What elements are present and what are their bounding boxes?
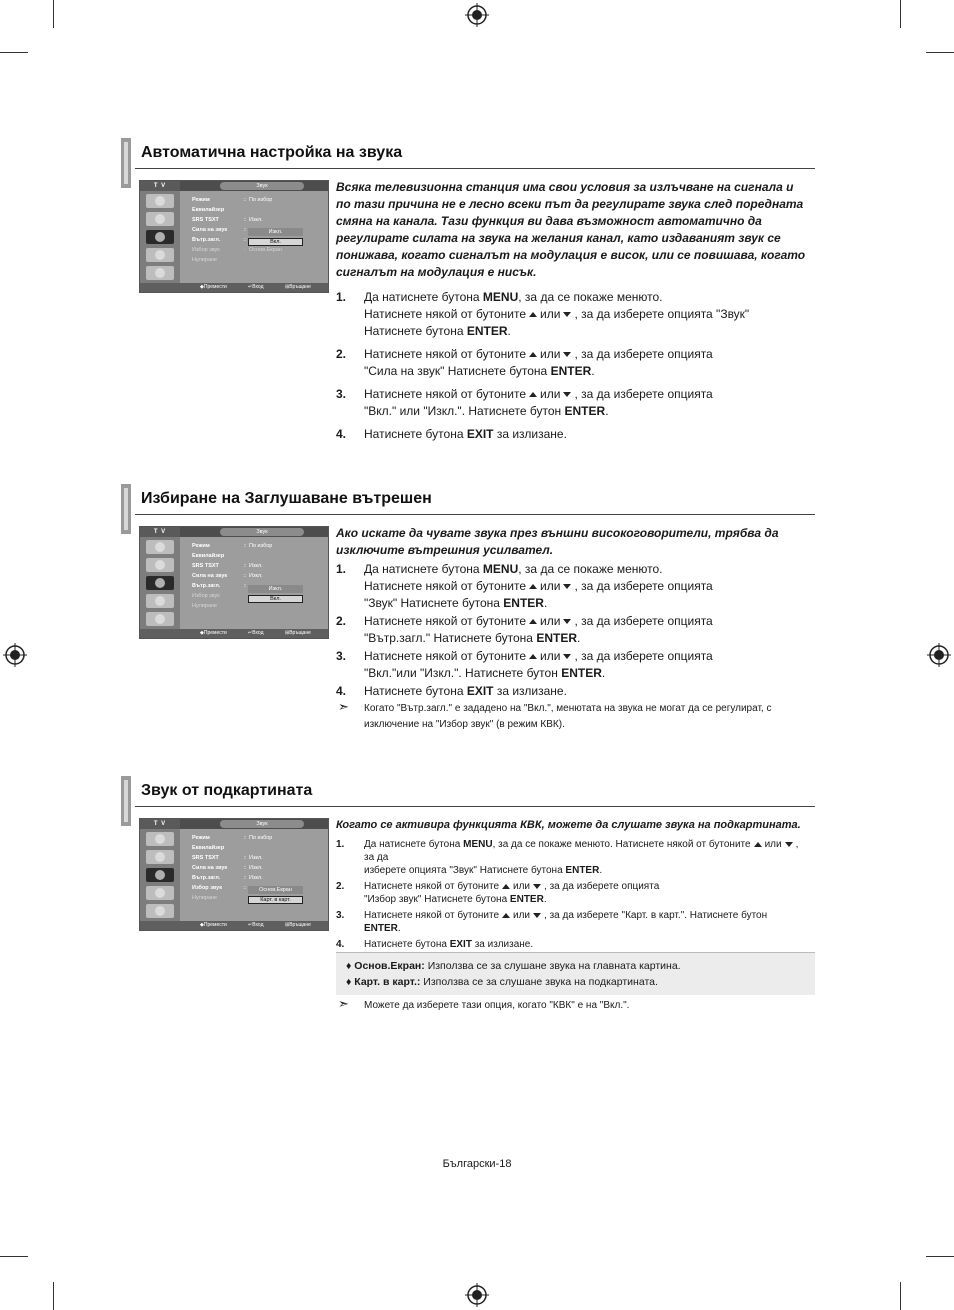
- tv-menu-row: [192, 603, 217, 609]
- step-list: [336, 838, 811, 951]
- option-text: Използва се за слушане звука на главната картина.: [424, 960, 681, 972]
- tv-row-label: Режим: [192, 835, 210, 841]
- step-text: Натиснете бутона: [364, 324, 467, 338]
- registration-mark-icon: [927, 643, 951, 667]
- section-title: Звук от подкартината: [141, 782, 313, 799]
- registration-mark-icon: [465, 1283, 489, 1307]
- move-hint: ◆ Премести: [200, 284, 227, 290]
- step-key: ENTER: [565, 865, 600, 876]
- step-text: или: [540, 347, 561, 361]
- tv-menu-row: [192, 563, 263, 569]
- crop-mark: [926, 1256, 954, 1257]
- step-text: .: [599, 865, 603, 876]
- step-item: [336, 880, 811, 906]
- step-number: 4.: [336, 939, 345, 950]
- tv-row-label: Сила на звук: [192, 865, 228, 871]
- step-text: .: [601, 666, 606, 680]
- section-description: [336, 179, 811, 449]
- tv-menu-footer: [140, 921, 328, 930]
- tv-row-colon: :: [244, 563, 246, 569]
- sound-icon: [146, 576, 174, 590]
- step-number: 1.: [336, 290, 347, 304]
- step-text: Да натиснете бутона: [364, 562, 483, 576]
- step-text: Натиснете някой от бутоните: [364, 910, 500, 921]
- section-bar: [121, 484, 131, 534]
- step-item: [336, 838, 811, 877]
- step-text: за излизане.: [493, 684, 567, 698]
- tv-row-value: Основ.Екран: [249, 247, 282, 253]
- tv-tab-label: T V: [140, 181, 180, 191]
- step-text: Да натиснете бутона: [364, 290, 483, 304]
- tv-menu-screenshot: [139, 526, 329, 639]
- up-arrow-icon: [502, 884, 510, 889]
- option-name: Основ.Екран:: [354, 960, 425, 972]
- option-item: ♦ Основ.Екран: Използва се за слушане звука на главната картина.: [346, 960, 681, 972]
- tv-menu-row: [192, 237, 246, 243]
- tv-row-colon: :: [244, 217, 246, 223]
- enter-hint: ↵ Вход: [248, 284, 264, 290]
- tv-menu-sidebar: [140, 527, 180, 631]
- tv-row-colon: :: [244, 573, 246, 579]
- step-text: или: [540, 579, 561, 593]
- step-text: Натиснете някой от бутоните: [364, 614, 527, 628]
- step-text: , за да се покаже менюто.: [518, 290, 663, 304]
- step-text: , за да изберете "Карт. в карт.". Натиснете бутон: [544, 910, 768, 921]
- step-key: MENU: [482, 290, 519, 304]
- up-arrow-icon: [529, 584, 537, 589]
- tv-row-value: Изкл.: [249, 875, 263, 881]
- up-arrow-icon: [529, 392, 537, 397]
- tv-row-colon: :: [244, 583, 246, 589]
- up-arrow-icon: [502, 913, 510, 918]
- down-arrow-icon: [563, 584, 571, 589]
- setup-icon: [146, 886, 174, 900]
- step-text: , за да изберете опцията: [574, 614, 713, 628]
- step-text: , за да се покаже менюто.: [518, 562, 663, 576]
- tv-row-label: SRS TSXT: [192, 563, 219, 569]
- tv-menu-row: [192, 227, 246, 233]
- enter-hint-label: Вход: [252, 284, 264, 290]
- step-text: Натиснете някой от бутоните: [364, 649, 527, 663]
- registration-mark-icon: [465, 3, 489, 27]
- step-text: .: [507, 324, 511, 338]
- options-box: [336, 952, 815, 995]
- tv-row-label: Нулиране: [192, 895, 218, 901]
- tv-row-value: Изкл.: [249, 217, 263, 223]
- tv-row-label: Избор звук: [192, 885, 222, 891]
- note-text: Когато "Вътр.загл." е зададено на "Вкл.", менютата на звука не могат да се регулират, с изключение на "Избор звук" (в режим КВК).: [364, 703, 772, 730]
- step-text: .: [591, 364, 595, 378]
- return-hint-label: Връщане: [289, 922, 311, 928]
- crop-mark: [53, 1282, 54, 1310]
- up-arrow-icon: [529, 654, 537, 659]
- tv-menu-row: [192, 865, 263, 871]
- note-arrow-icon: ➣: [338, 699, 349, 714]
- section-rule: [135, 514, 815, 515]
- up-arrow-icon: [529, 352, 537, 357]
- step-text: Натиснете някой от бутоните: [364, 579, 527, 593]
- section-auto-volume: [121, 138, 815, 441]
- tv-row-colon: :: [244, 855, 246, 861]
- tv-menu-row: [192, 835, 273, 841]
- return-hint-label: Връщане: [289, 284, 311, 290]
- up-arrow-icon: [529, 619, 537, 624]
- option-item: ♦ Карт. в карт.: Използва се за слушане звука на подкартината.: [346, 976, 658, 988]
- tv-row-colon: :: [244, 247, 246, 253]
- step-text: или: [540, 387, 561, 401]
- crop-mark: [53, 0, 54, 28]
- tv-menu-row: [192, 583, 246, 589]
- tv-menu-sidebar: [140, 181, 180, 285]
- note-arrow-icon: ➣: [338, 996, 349, 1011]
- return-hint: ⊞ Връщане: [285, 630, 311, 636]
- tv-row-value: Изкл.: [249, 563, 263, 569]
- tv-menu-row: [192, 573, 263, 579]
- tv-menu-row: [192, 875, 263, 881]
- section-description: [336, 525, 811, 733]
- step-key: MENU: [482, 562, 519, 576]
- section-bar: [121, 776, 131, 826]
- section-description: [336, 817, 811, 954]
- tv-menu-sidebar: [140, 819, 180, 923]
- move-hint: ◆ Премести: [200, 922, 227, 928]
- tv-row-value: По избор: [249, 835, 273, 841]
- step-key: ENTER: [364, 923, 398, 934]
- step-item: [336, 386, 811, 420]
- tv-row-label: Еквилайзер: [192, 207, 225, 213]
- tv-row-label: Нулиране: [192, 257, 218, 263]
- step-text: , за да изберете опцията: [574, 649, 713, 663]
- tv-row-label: Вътр.загл.: [192, 875, 221, 881]
- tv-row-colon: :: [244, 543, 246, 549]
- option-text: Използва се за слушане звука на подкартината.: [420, 976, 658, 988]
- input-icon: [146, 266, 174, 280]
- tv-row-label: Нулиране: [192, 603, 218, 609]
- tv-menu-header: [180, 181, 328, 191]
- return-hint: ⊞ Връщане: [285, 284, 311, 290]
- tv-row-label: Режим: [192, 197, 210, 203]
- step-key: ENTER: [466, 324, 508, 338]
- tv-popup-option: Изкл.: [248, 585, 303, 593]
- tv-popup-option: Изкл.: [248, 228, 303, 236]
- tv-menu-row: [192, 197, 273, 203]
- move-hint: ◆ Премести: [200, 630, 227, 636]
- step-number: 3.: [336, 910, 345, 921]
- channel-icon: [146, 850, 174, 864]
- tv-menu-row: [192, 885, 246, 891]
- step-text: за излизане.: [493, 427, 567, 441]
- down-arrow-icon: [785, 842, 793, 847]
- move-hint-label: Премести: [203, 922, 227, 928]
- tv-menu-screenshot: [139, 180, 329, 293]
- down-arrow-icon: [563, 312, 571, 317]
- step-text: или: [540, 307, 561, 321]
- enter-hint: ↵ Вход: [248, 922, 264, 928]
- tv-menu-row: [192, 553, 224, 559]
- return-hint: ⊞ Връщане: [285, 922, 311, 928]
- tv-menu-footer: [140, 629, 328, 638]
- step-key: ENTER: [509, 894, 544, 905]
- tv-menu-screenshot: [139, 818, 329, 931]
- step-item: [336, 938, 811, 951]
- tv-row-label: Сила на звук: [192, 227, 228, 233]
- down-arrow-icon: [533, 884, 541, 889]
- tv-row-label: Избор звук: [192, 247, 220, 253]
- step-text: "Избор звук" Натиснете бутона: [364, 894, 510, 905]
- note: [336, 701, 811, 733]
- tv-menu-row: [192, 543, 273, 549]
- step-text: или: [764, 839, 782, 850]
- tv-row-label: Вътр.загл.: [192, 583, 221, 589]
- intro-text: Ако искате да чувате звука през външни високоговорители, трябва да изключите вътрешния усилвател.: [336, 526, 779, 557]
- step-list: [336, 289, 811, 443]
- input-icon: [146, 904, 174, 918]
- step-text: "Звук" Натиснете бутона: [364, 596, 504, 610]
- step-number: 1.: [336, 839, 345, 850]
- tv-row-value: По избор: [249, 197, 273, 203]
- step-text: , за да изберете опцията: [574, 579, 713, 593]
- tv-row-value: Изкл.: [249, 855, 263, 861]
- tv-row-value: Изкл.: [249, 573, 263, 579]
- step-item: [336, 648, 811, 682]
- note-text: Можете да изберете тази опция, когато "КВК" е на "Вкл.".: [364, 1000, 630, 1011]
- down-arrow-icon: [563, 654, 571, 659]
- step-text: , за да изберете опцията: [574, 347, 713, 361]
- step-text: "Вкл." или "Изкл.". Натиснете бутон: [364, 404, 565, 418]
- tv-popup-option-selected: Карт. в карт.: [248, 896, 303, 904]
- step-item: [336, 289, 811, 340]
- step-number: 2.: [336, 881, 345, 892]
- down-arrow-icon: [563, 352, 571, 357]
- step-text: или: [540, 614, 561, 628]
- step-text: .: [397, 923, 401, 934]
- tv-menu-row: [192, 217, 263, 223]
- tv-row-colon: :: [244, 835, 246, 841]
- step-item: [336, 909, 811, 935]
- tv-menu-row: [192, 855, 263, 861]
- step-text: "Вътр.загл." Натиснете бутона: [364, 631, 537, 645]
- step-text: "Сила на звук" Натиснете бутона: [364, 364, 551, 378]
- step-text: .: [543, 894, 547, 905]
- step-number: 1.: [336, 562, 347, 576]
- step-number: 2.: [336, 614, 347, 628]
- down-arrow-icon: [563, 619, 571, 624]
- step-key: EXIT: [449, 939, 472, 950]
- crop-mark: [900, 0, 901, 28]
- step-text: Натиснете бутона: [364, 684, 467, 698]
- step-text: Натиснете някой от бутоните: [364, 307, 527, 321]
- crop-mark: [0, 1256, 28, 1257]
- tv-row-label: Еквилайзер: [192, 553, 225, 559]
- tv-row-label: Избор звук: [192, 593, 220, 599]
- step-text: "Вкл."или "Изкл.". Натиснете бутон: [364, 666, 562, 680]
- sound-icon: [146, 868, 174, 882]
- tv-row-label: Сила на звук: [192, 573, 228, 579]
- enter-hint-label: Вход: [252, 630, 264, 636]
- step-number: 3.: [336, 387, 347, 401]
- section-title: Автоматична настройка на звука: [141, 144, 403, 161]
- tv-row-value: По избор: [249, 543, 273, 549]
- step-key: ENTER: [561, 666, 602, 680]
- step-text: или: [513, 910, 531, 921]
- step-key: ENTER: [550, 364, 592, 378]
- step-text: или: [513, 881, 531, 892]
- step-text: Да натиснете бутона: [364, 839, 464, 850]
- step-number: 4.: [336, 684, 347, 698]
- step-text: Натиснете някой от бутоните: [364, 387, 527, 401]
- section-note: [336, 998, 811, 1014]
- registration-mark-icon: [3, 643, 27, 667]
- crop-mark: [926, 52, 954, 53]
- tv-row-label: SRS TSXT: [192, 217, 219, 223]
- section-title: Избиране на Заглушаване вътрешен: [141, 490, 432, 507]
- tv-menu-row: [192, 247, 282, 253]
- step-item: [336, 426, 811, 443]
- tv-row-colon: :: [244, 865, 246, 871]
- section-bar: [121, 138, 131, 188]
- section-internal-mute: [121, 484, 815, 730]
- tv-row-colon: :: [244, 885, 246, 891]
- tv-row-colon: :: [244, 237, 246, 243]
- step-text: , за да: [364, 839, 799, 863]
- channel-icon: [146, 212, 174, 226]
- setup-icon: [146, 594, 174, 608]
- crop-mark: [0, 52, 28, 53]
- step-list: [336, 561, 811, 700]
- step-key: EXIT: [466, 684, 494, 698]
- step-number: 2.: [336, 347, 347, 361]
- picture-icon: [146, 540, 174, 554]
- tv-menu-row: [192, 257, 217, 263]
- step-text: Натиснете някой от бутоните: [364, 881, 500, 892]
- section-rule: [135, 168, 815, 169]
- tv-row-label: SRS TSXT: [192, 855, 219, 861]
- tv-row-colon: :: [244, 227, 246, 233]
- tv-row-colon: :: [244, 197, 246, 203]
- tv-row-value: Изкл.: [249, 865, 263, 871]
- step-text: , за да изберете опцията "Звук": [574, 307, 750, 321]
- enter-hint-label: Вход: [252, 922, 264, 928]
- step-item: [336, 346, 811, 380]
- tv-menu-footer: [140, 283, 328, 292]
- step-number: 4.: [336, 427, 347, 441]
- input-icon: [146, 612, 174, 626]
- step-text: .: [605, 404, 609, 418]
- step-item: [336, 683, 811, 700]
- return-hint-label: Връщане: [289, 630, 311, 636]
- intro-text: Всяка телевизионна станция има свои условия за излъчване на сигнала и по тази причина не е лесно всеки път да регулирате звука след поредната смяна на канала. Тази функция ви дава възможност автоматично да регулирате силата на звука на желания канал, като издаваният звук се понижава, когато сигналът на модулация е висок, или се повишава, когато сигналът на модулация е нисък.: [336, 180, 806, 279]
- tv-menu-title: Звук: [220, 528, 304, 536]
- tv-row-label: Вътр.загл.: [192, 237, 221, 243]
- tv-menu-row: [192, 207, 224, 213]
- step-text: .: [543, 596, 548, 610]
- picture-icon: [146, 832, 174, 846]
- down-arrow-icon: [563, 392, 571, 397]
- section-pip-sound: [121, 776, 815, 1011]
- up-arrow-icon: [529, 312, 537, 317]
- step-text: Натиснете бутона: [364, 939, 450, 950]
- step-text: , за да се покаже менюто. Натиснете някой от бутоните: [492, 839, 751, 850]
- tv-row-label: Режим: [192, 543, 210, 549]
- step-number: 3.: [336, 649, 347, 663]
- step-key: ENTER: [536, 631, 577, 645]
- tv-menu-row: [192, 895, 217, 901]
- tv-popup-option-selected: Вкл.: [248, 595, 303, 603]
- enter-hint: ↵ Вход: [248, 630, 264, 636]
- tv-popup-option: Основ.Екран: [248, 886, 303, 894]
- picture-icon: [146, 194, 174, 208]
- tv-row-colon: :: [244, 875, 246, 881]
- tv-row-label: Еквилайзер: [192, 845, 225, 851]
- up-arrow-icon: [754, 842, 762, 847]
- tv-menu-title: Звук: [220, 182, 304, 190]
- tv-popup-option-selected: Вкл.: [248, 238, 303, 246]
- step-text: или: [540, 649, 561, 663]
- step-key: MENU: [463, 839, 493, 850]
- step-text: за излизане.: [471, 939, 534, 950]
- tv-menu-row: [192, 845, 224, 851]
- option-name: Карт. в карт.:: [354, 976, 421, 988]
- step-key: ENTER: [503, 596, 544, 610]
- step-text: изберете опцията "Звук" Натиснете бутона: [364, 865, 566, 876]
- tv-tab-label: T V: [140, 819, 180, 829]
- intro-text: Когато се активира функцията КВК, можете да слушате звука на подкартината.: [336, 819, 801, 831]
- step-text: , за да изберете опцията: [574, 387, 713, 401]
- tv-menu-row: [192, 593, 220, 599]
- step-text: Натиснете бутона: [364, 427, 467, 441]
- page-number: Български-18: [442, 1158, 512, 1170]
- move-hint-label: Премести: [203, 284, 227, 290]
- tv-menu-header: [180, 527, 328, 537]
- step-text: Натиснете някой от бутоните: [364, 347, 527, 361]
- step-text: , за да изберете опцията: [544, 881, 660, 892]
- setup-icon: [146, 248, 174, 262]
- step-item: [336, 613, 811, 647]
- note: [336, 998, 811, 1014]
- step-text: .: [576, 631, 581, 645]
- down-arrow-icon: [533, 913, 541, 918]
- section-rule: [135, 806, 815, 807]
- step-key: EXIT: [466, 427, 494, 441]
- tv-tab-label: T V: [140, 527, 180, 537]
- sound-icon: [146, 230, 174, 244]
- step-item: [336, 561, 811, 612]
- tv-menu-title: Звук: [220, 820, 304, 828]
- tv-menu-header: [180, 819, 328, 829]
- channel-icon: [146, 558, 174, 572]
- move-hint-label: Премести: [203, 630, 227, 636]
- step-key: ENTER: [564, 404, 606, 418]
- crop-mark: [900, 1282, 901, 1310]
